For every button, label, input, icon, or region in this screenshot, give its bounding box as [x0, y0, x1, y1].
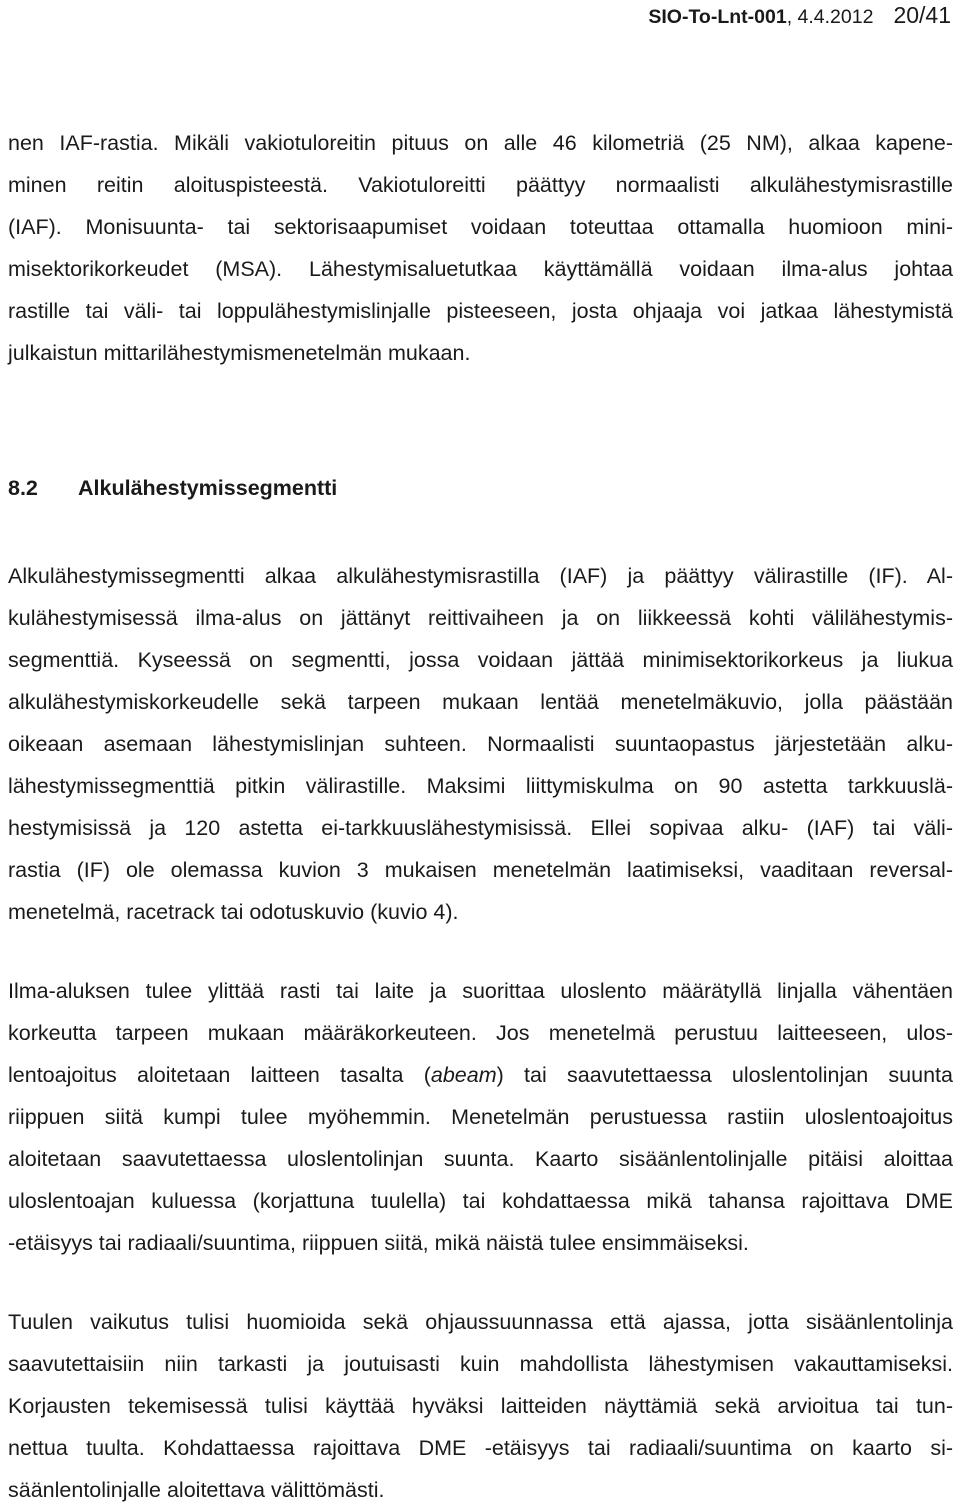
- paragraph-line: nen IAF-rastia. Mikäli vakiotuloreitin pituus on alle 46 kilometriä (25 NM), alkaa kapene-: [8, 131, 953, 155]
- page-number: 20/41: [893, 2, 951, 28]
- paragraph-line: uloslentoajan kuluessa (korjattuna tuulella) tai kohdattaessa mikä tahansa rajoittava DME: [8, 1189, 953, 1213]
- paragraph-line: rastille tai väli- tai loppulähestymislinjalle pisteeseen, josta ohjaaja voi jatkaa lähestymistä: [8, 299, 953, 323]
- paragraph-line: segmenttiä. Kyseessä on segmentti, jossa voidaan jättää minimisektorikorkeus ja liukua: [8, 648, 953, 672]
- paragraph-line: hestymisissä ja 120 astetta ei-tarkkuuslähestymisissä. Ellei sopivaa alku- (IAF) tai väli-: [8, 816, 953, 840]
- paragraph-line: korkeutta tarpeen mukaan määräkorkeuteen. Jos menetelmä perustuu laitteeseen, ulos-: [8, 1021, 953, 1045]
- paragraph-line: misektorikorkeudet (MSA). Lähestymisaluetutkaa käyttämällä voidaan ilma-alus johtaa: [8, 257, 953, 281]
- text-run: ) tai saavutettaessa uloslentolinjan suunta: [496, 1063, 953, 1087]
- paragraph-line: Ilma-aluksen tulee ylittää rasti tai laite ja suorittaa uloslento määrätyllä linjalla vähentäen: [8, 979, 953, 1003]
- paragraph-line: Korjausten tekemisessä tulisi käyttää hyväksi laitteiden näyttämiä sekä arvioitua tai tun-: [8, 1394, 953, 1418]
- section-number: 8.2: [8, 476, 38, 500]
- paragraph-line: oikeaan asemaan lähestymislinjan suhteen. Normaalisti suuntaopastus järjestetään alku-: [8, 732, 953, 756]
- paragraph-line: lähestymissegmenttiä pitkin välirastille. Maksimi liittymiskulma on 90 astetta tarkkuuslä-: [8, 774, 953, 798]
- paragraph-line: aloitetaan saavutettaessa uloslentolinjan suunta. Kaarto sisäänlentolinjalle pitäisi aloittaa: [8, 1147, 953, 1171]
- paragraph-line: minen reitin aloituspisteestä. Vakiotuloreitti päättyy normaalisti alkulähestymisrastille: [8, 173, 953, 197]
- section-title: Alkulähestymissegmentti: [78, 476, 338, 500]
- paragraph-line: kulähestymisessä ilma-alus on jättänyt reittivaiheen ja on liikkeessä kohti välilähestymis-: [8, 606, 953, 630]
- paragraph-line: säänlentolinjalle aloitettava välittömästi.: [8, 1478, 385, 1502]
- document-date: , 4.4.2012: [786, 6, 874, 28]
- paragraph-line: julkaistun mittarilähestymismenetelmän mukaan.: [8, 341, 471, 365]
- paragraph-line: alkulähestymiskorkeudelle sekä tarpeen mukaan lentää menetelmäkuvio, jolla päästään: [8, 690, 953, 714]
- paragraph-line: riippuen siitä kumpi tulee myöhemmin. Menetelmän perustuessa rastiin uloslentoajoitus: [8, 1105, 953, 1129]
- paragraph-line: (IAF). Monisuunta- tai sektorisaapumiset voidaan toteuttaa ottamalla huomioon mini-: [8, 215, 953, 239]
- paragraph-line: -etäisyys tai radiaali/suuntima, riippuen siitä, mikä näistä tulee ensimmäiseksi.: [8, 1231, 749, 1255]
- paragraph-line: saavutettaisiin niin tarkasti ja joutuisasti kuin mahdollista lähestymisen vakauttamiseksi.: [8, 1352, 953, 1376]
- paragraph-line: Tuulen vaikutus tulisi huomioida sekä ohjaussuunnassa että ajassa, jotta sisäänlentolinja: [8, 1310, 953, 1334]
- paragraph-line: nettua tuulta. Kohdattaessa rajoittava DME -etäisyys tai radiaali/suuntima on kaarto si-: [8, 1436, 953, 1460]
- paragraph-line: Alkulähestymissegmentti alkaa alkulähestymisrastilla (IAF) ja päättyy välirastille (IF). Al-: [8, 564, 953, 588]
- text-run: lentoajoitus aloitetaan laitteen tasalta (: [8, 1063, 431, 1087]
- page-header: [648, 2, 951, 29]
- section-heading: [8, 475, 337, 501]
- italic-term: abeam: [430, 1063, 497, 1087]
- paragraph-line: [8, 1062, 953, 1088]
- paragraph-line: rastia (IF) ole olemassa kuvion 3 mukaisen menetelmän laatimiseksi, vaaditaan reversal-: [8, 858, 953, 882]
- document-id: SIO-To-Lnt-001: [648, 6, 787, 28]
- paragraph-line: menetelmä, racetrack tai odotuskuvio (kuvio 4).: [8, 900, 459, 924]
